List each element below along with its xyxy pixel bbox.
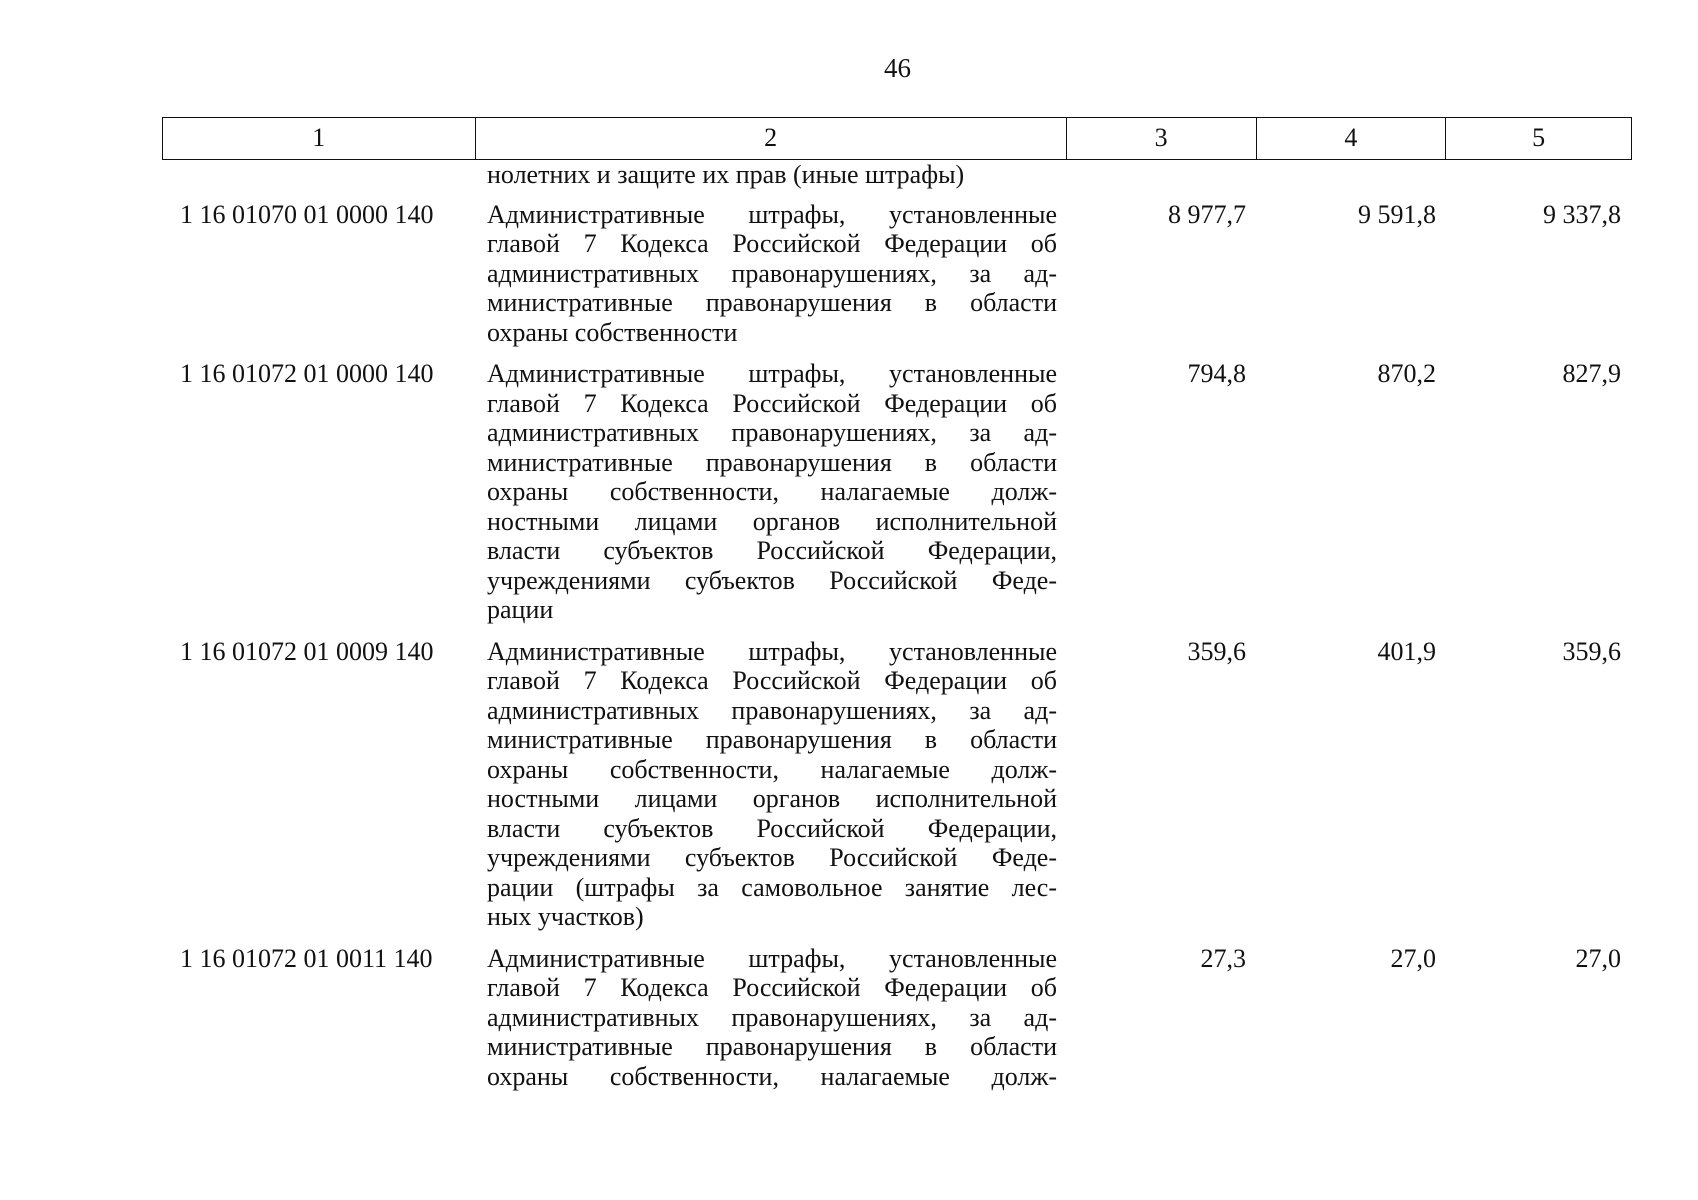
header-col-4: 4 [1257, 118, 1447, 159]
description-line: главой 7 Кодекса Российской Федерации об [487, 388, 1057, 418]
description-line: охраны собственности, налагаемые долж- [487, 754, 1057, 784]
budget-code: 1 16 01072 01 0009 140 [180, 636, 434, 666]
value-col5: 9 337,8 [1543, 199, 1621, 229]
description-line: Административные штрафы, установленные [487, 199, 1057, 229]
value-col5: 359,6 [1562, 636, 1621, 666]
description-line: административных правонарушениях, за ад- [487, 418, 1057, 447]
budget-code: 1 16 01072 01 0011 140 [180, 943, 433, 973]
description-line: административных правонарушениях, за ад- [487, 1002, 1057, 1032]
table-row [162, 359, 1632, 625]
table-header-row [162, 117, 1632, 160]
header-col-1: 1 [163, 118, 476, 159]
row-description [475, 637, 1067, 932]
continuation-description [475, 160, 1067, 190]
value-col3: 27,3 [1200, 943, 1246, 973]
header-col-3: 3 [1067, 118, 1257, 159]
row-description [475, 200, 1067, 348]
table-row [162, 944, 1632, 1092]
table-body [162, 160, 1632, 1103]
description-line: власти субъектов Российской Федерации, [487, 813, 1057, 843]
description-line: Административные штрафы, установленные [487, 943, 1057, 973]
header-col-2: 2 [476, 118, 1067, 159]
description-line: рации [487, 595, 554, 624]
description-line: учреждениями субъектов Российской Феде- [487, 843, 1057, 872]
description-line: ных участков) [487, 902, 644, 931]
description-line: главой 7 Кодекса Российской Федерации об [487, 973, 1057, 1002]
description-line: нолетних и защите их прав (иные штрафы) [487, 160, 965, 189]
value-col3: 359,6 [1187, 636, 1246, 666]
description-line: главой 7 Кодекса Российской Федерации об [487, 666, 1057, 695]
continuation-code-cell [162, 160, 475, 190]
description-line: министративные правонарушения в области [487, 1032, 1057, 1061]
description-line: рации (штрафы за самовольное занятие лес- [487, 872, 1057, 902]
budget-code: 1 16 01072 01 0000 140 [180, 359, 434, 388]
value-col4: 401,9 [1377, 636, 1436, 666]
table-row [162, 637, 1632, 932]
description-line: Административные штрафы, установленные [487, 636, 1057, 666]
value-col4: 27,0 [1390, 943, 1436, 973]
description-line: министративные правонарушения в области [487, 447, 1057, 477]
row-description [475, 359, 1067, 625]
table-row [162, 200, 1632, 348]
continuation-row [162, 160, 1632, 190]
description-line: ностными лицами органов исполнительной [487, 784, 1057, 813]
description-line: ностными лицами органов исполнительной [487, 506, 1057, 536]
continuation-value-col4 [1257, 160, 1447, 190]
description-line: главой 7 Кодекса Российской Федерации об [487, 229, 1057, 258]
budget-code: 1 16 01070 01 0000 140 [180, 199, 434, 229]
description-line: министративные правонарушения в области [487, 288, 1057, 317]
description-line: власти субъектов Российской Федерации, [487, 536, 1057, 565]
value-col3: 794,8 [1187, 359, 1246, 388]
description-line: охраны собственности, налагаемые долж- [487, 1061, 1057, 1091]
description-line: административных правонарушениях, за ад- [487, 695, 1057, 725]
description-line: административных правонарушениях, за ад- [487, 258, 1057, 288]
description-line: охраны собственности, налагаемые долж- [487, 477, 1057, 506]
value-col4: 870,2 [1377, 359, 1436, 388]
page-number: 46 [884, 53, 911, 83]
header-col-5: 5 [1532, 123, 1546, 152]
description-line: министративные правонарушения в области [487, 725, 1057, 754]
value-col5: 27,0 [1575, 943, 1621, 973]
continuation-value-col5 [1447, 160, 1632, 190]
value-col5: 827,9 [1562, 359, 1621, 388]
description-line: учреждениями субъектов Российской Феде- [487, 565, 1057, 595]
continuation-value-col3 [1067, 160, 1257, 190]
row-description [475, 944, 1067, 1092]
description-line: Административные штрафы, установленные [487, 359, 1057, 388]
description-line: охраны собственности [487, 317, 738, 347]
value-col4: 9 591,8 [1358, 199, 1436, 229]
value-col3: 8 977,7 [1168, 199, 1246, 229]
